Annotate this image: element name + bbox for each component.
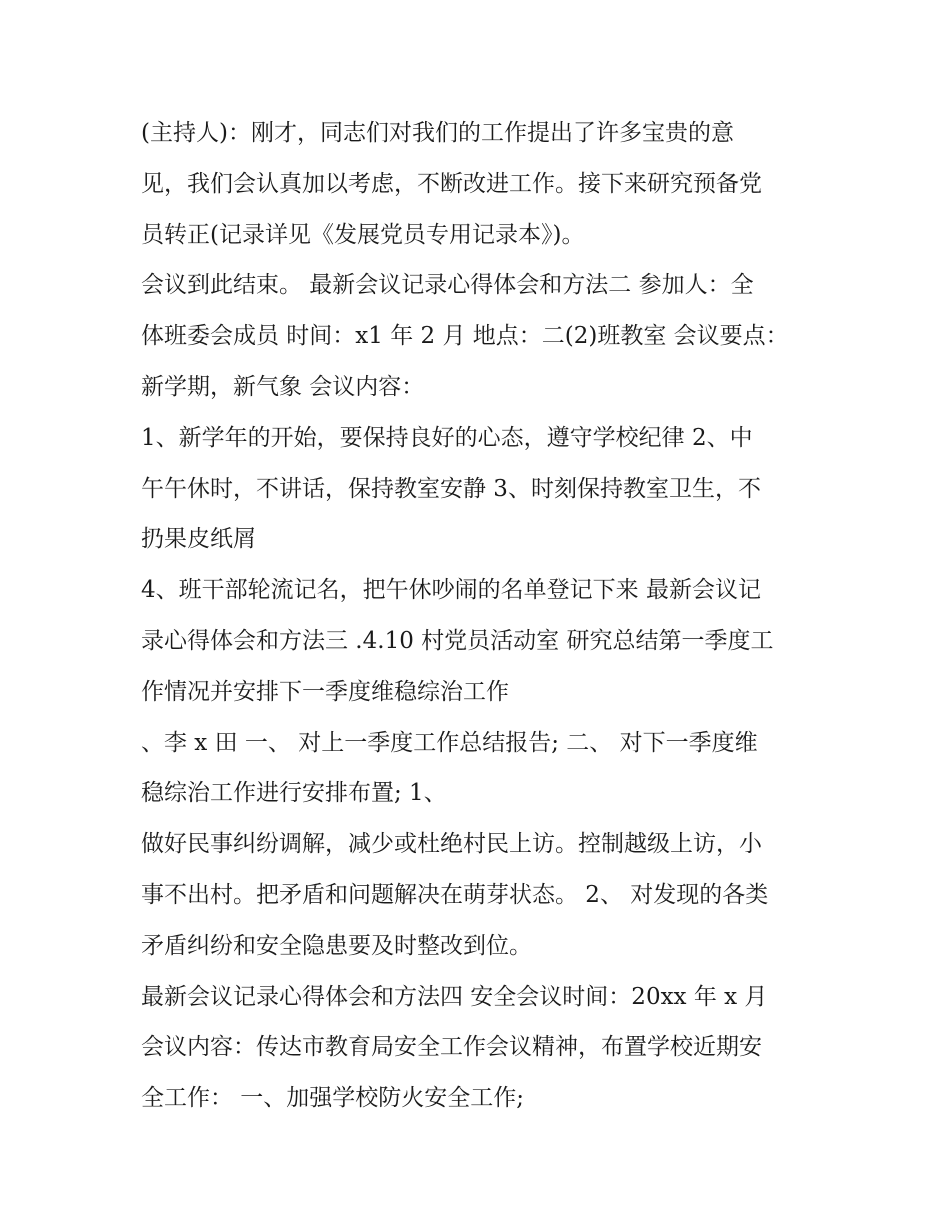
text-line: 全工作： 一、加强学校防火安全工作; [141,1085,525,1112]
document-body [141,108,821,1124]
text-line: 4、班干部轮流记名，把午休吵闹的名单登记下来 最新会议记 [141,577,761,604]
text-line: 录心得体会和方法三 .4.10 村党员活动室 研究总结第一季度工 [141,627,774,654]
text-line: 会议内容：传达市教育局安全工作会议精神，布置学校近期安 [141,1034,762,1061]
text-line: (主持人)：刚才，同志们对我们的工作提出了许多宝贵的意 [141,120,734,146]
text-line: 扔果皮纸屑 [141,526,256,553]
text-line: 体班委会成员 时间：x1 年 2 月 地点：二(2)班教室 会议要点： [141,323,789,350]
text-line: 、李 x 田 一、 对上一季度工作总结报告; 二、 对下一季度维 [141,729,758,756]
text-line: 事不出村。把矛盾和问题解决在萌芽状态。 2、 对发现的各类 [141,881,769,908]
text-line: 1、新学年的开始，要保持良好的心态，遵守学校纪律 2、中 [141,424,753,451]
text-line: 做好民事纠纷调解，减少或杜绝村民上访。控制越级上访，小 [141,831,762,858]
text-line: 最新会议记录心得体会和方法四 安全会议时间：20xx 年 x 月 [141,983,768,1010]
text-line: 员转正(记录详见《发展党员专用记录本》)。 [141,221,585,248]
text-line: 稳综治工作进行安排布置; 1、 [141,780,447,807]
text-line: 会议到此结束。 最新会议记录心得体会和方法二 参加人：全 [141,272,754,299]
text-line: 见，我们会认真加以考虑，不断改进工作。接下来研究预备党 [141,170,762,197]
text-line: 作情况并安排下一季度维稳综治工作 [141,678,509,705]
text-line: 午午休时，不讲话，保持教室安静 3、时刻保持教室卫生，不 [141,475,761,502]
text-line: 矛盾纠纷和安全隐患要及时整改到位。 [141,932,532,959]
text-line: 新学期，新气象 会议内容： [141,373,425,400]
